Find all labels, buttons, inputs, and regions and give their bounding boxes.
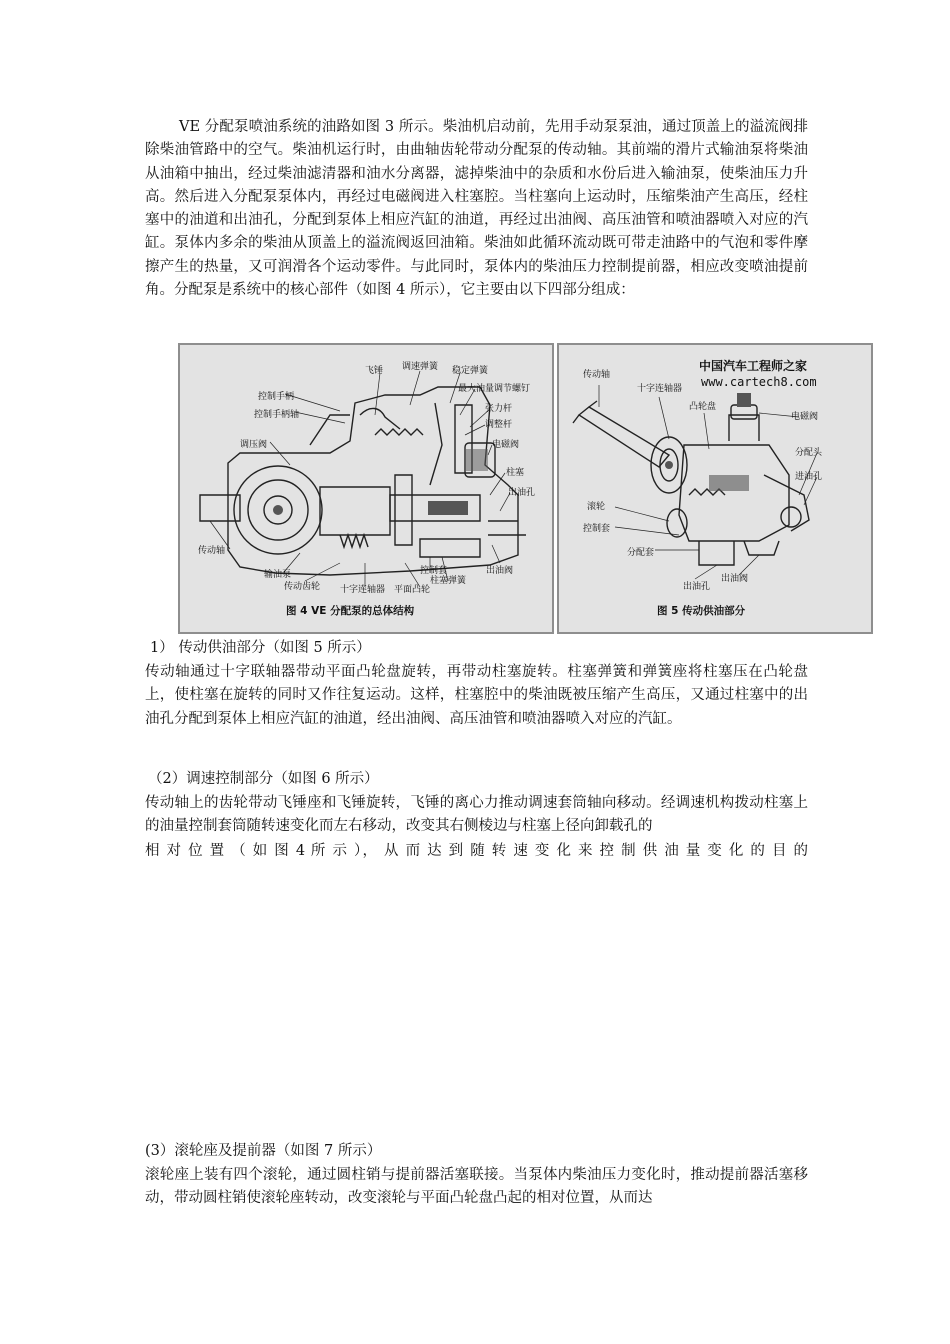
label-delivery-valve: 出油阀 <box>486 566 514 576</box>
figure-4-caption: 图 4 VE 分配泵的总体结构 <box>286 605 415 617</box>
section-1-heading: 1） 传动供油部分（如图 5 所示） <box>150 640 371 656</box>
label-solenoid-valve-2: 电磁阀 <box>791 412 819 422</box>
figure-4-ve-pump-structure <box>178 343 554 634</box>
label-pressure-valve: 调压阀 <box>240 440 268 450</box>
label-tension-lever: 张力杆 <box>485 404 513 414</box>
section-3-body: 滚轮座上装有四个滚轮，通过圆柱销与提前器活塞联接。当泵体内柴油压力变化时，推动提前器活塞移动，带动圆柱销使滚轮座转动，改变滚轮与平面凸轮盘凸起的相对位置，从而达 <box>145 1167 808 1207</box>
label-plunger: 柱塞 <box>506 468 525 478</box>
label-adjust-lever: 调整杆 <box>485 420 513 430</box>
label-outlet-hole: 出油孔 <box>508 488 536 498</box>
label-stabilizer-spring: 稳定弹簧 <box>452 366 489 376</box>
label-face-cam: 平面凸轮 <box>394 585 431 595</box>
label-control-sleeve-2: 控制套 <box>583 524 611 534</box>
label-distributor-sleeve: 分配套 <box>627 548 655 558</box>
section-1-body: 传动轴通过十字联轴器带动平面凸轮盘旋转，再带动柱塞旋转。柱塞弹簧和弹簧座将柱塞压在凸轮盘上，使柱塞在旋转的同时又作往复运动。这样，柱塞腔中的柴油既被压缩产生高压，又通过柱塞中的出油孔分配到泵体上相应汽缸的油道，经出油阀、高压油管和喷油器喷入对应的汽缸。 <box>145 664 808 727</box>
section-2-body: 传动轴上的齿轮带动飞锤座和飞锤旋转，飞锤的离心力推动调速套筒轴向移动。经调速机构拨动柱塞上的油量控制套筒随转速变化而左右移动，改变其右侧棱边与柱塞上径向卸载孔的 <box>145 795 808 835</box>
label-control-sleeve: 控制套 <box>420 566 448 576</box>
section-2-last-line: 相 对 位 置 （ 如 图 4 所 示 ）， 从 而 达 到 随 转 速 变 化 来 控 制 供 油 量 变 化 的 目 的 <box>145 843 808 859</box>
label-drive-shaft-2: 传动轴 <box>583 370 611 380</box>
label-distributor-head: 分配头 <box>795 448 823 458</box>
label-control-lever-shaft: 控制手柄轴 <box>254 410 300 420</box>
label-control-lever: 控制手柄 <box>258 392 295 402</box>
label-solenoid-valve: 电磁阀 <box>492 440 520 450</box>
section-2-heading: （2）调速控制部分（如图 6 所示） <box>148 771 379 787</box>
label-delivery-valve-2: 出油阀 <box>721 574 749 584</box>
label-governor-spring: 调速弹簧 <box>402 362 439 372</box>
label-roller: 滚轮 <box>587 502 606 512</box>
figure-5-drive-supply-section <box>557 343 873 634</box>
label-cross-coupling-2: 十字连轴器 <box>637 384 683 394</box>
label-flyweight: 飞锤 <box>365 366 384 376</box>
label-drive-gear: 传动齿轮 <box>284 582 321 592</box>
section-3-heading: (3）滚轮座及提前器（如图 7 所示） <box>145 1143 382 1159</box>
label-feed-pump: 输油泵 <box>264 570 292 580</box>
label-outlet-hole-2: 出油孔 <box>683 582 711 592</box>
label-max-fuel-screw: 最大油量调节螺钉 <box>458 384 531 394</box>
label-plunger-spring: 柱塞弹簧 <box>430 576 467 586</box>
watermark-url: www.cartech8.com <box>701 375 817 389</box>
figure-5-caption: 图 5 传动供油部分 <box>657 605 746 617</box>
intro-paragraph: VE 分配泵喷油系统的油路如图 3 所示。柴油机启动前，先用手动泵泵油，通过顶盖上的溢流阀排除柴油管路中的空气。柴油机运行时，由曲轴齿轮带动分配泵的传动轴。其前端的滑片式输油泵将柴油从油箱中抽出，经过柴油滤清器和油水分离器，滤掉柴油中的杂质和水份后进入输油泵，使柴油压力升高。然后进入分配泵泵体内，再经过电磁阀进入柱塞腔。当柱塞向上运动时，压缩柴油产生高压，经柱塞中的油道和出油孔，分配到泵体上相应汽缸的油道，再经过出油阀、高压油管和喷油器喷入对应的汽缸。泵体内多余的柴油从顶盖上的溢流阀返回油箱。柴油如此循环流动既可带走油路中的气泡和零件摩擦产生的热量，又可润滑各个运动零件。与此同时，泵体内的柴油压力控制提前器，相应改变喷油提前角。分配泵是系统中的核心部件（如图 4 所示），它主要由以下四部分组成： <box>145 119 808 299</box>
label-cross-coupling: 十字连轴器 <box>340 585 386 595</box>
label-cam-disc: 凸轮盘 <box>689 402 717 412</box>
label-inlet-hole: 进油孔 <box>795 472 823 482</box>
label-drive-shaft: 传动轴 <box>198 546 226 556</box>
watermark-text: 中国汽车工程师之家 <box>699 359 808 373</box>
